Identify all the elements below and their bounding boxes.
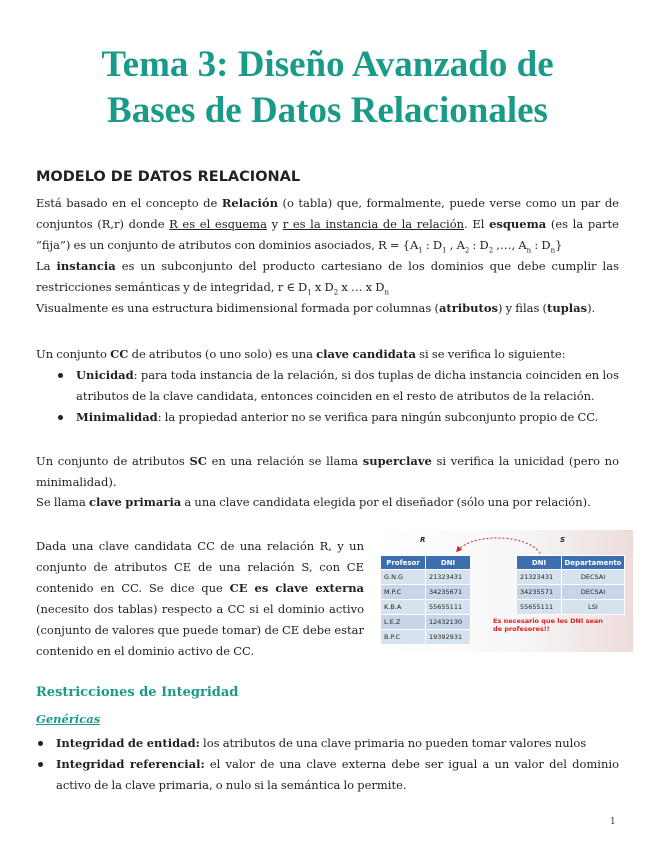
list-item: Integridad de entidad: los atributos de una clave primaria no pueden tomar valores nulos — [36, 733, 619, 754]
paragraph-instancia: La instancia es un subconjunto del producto cartesiano de los dominios que debe cumplir las restricciones semánticas y de integridad, r ∈ $D_1$ x $D_2$ x … x $D_n$ — [36, 259, 619, 297]
list-item: Unicidad: para toda instancia de la relación, si dos tuplas de dicha instancia coinciden en los atributos de la clave candidata, entonces coinciden en el resto de atributos de la relación. — [56, 365, 619, 407]
relation-r-label: R — [420, 536, 426, 544]
table-row: 55655111 LSI — [517, 600, 625, 615]
table-r — [380, 555, 471, 645]
bullet-icon — [38, 762, 43, 767]
integrity-rules — [36, 733, 619, 796]
table-row: 34235571 DECSAI — [517, 585, 625, 600]
table-r-header: DNI — [426, 556, 471, 570]
table-row: K.B.A 55655111 — [381, 600, 471, 615]
title-line-1: Tema 3: Diseño Avanzado de — [101, 44, 554, 85]
list-item: Integridad referencial: el valor de una clave externa debe ser igual a un valor del dominio activo de la clave primaria, o nulo si la semántica lo permite. — [36, 754, 619, 796]
table-row: L.E.Z 12432130 — [381, 615, 471, 630]
list-item: Minimalidad: la propiedad anterior no se verifica para ningún subconjunto propio de CC. — [56, 407, 619, 428]
paragraph-clave-externa: Dada una clave candidata CC de una relación R, y un conjunto de atributos CE de una relación S, con CE contenido en CC. Se dice que CE es clave externa (necesito dos tablas) respecto a CC si el dominio activo (conjunto de valores que puede tomar) de CE debe estar contenido en el dominio activo de CC. — [36, 539, 365, 658]
page-number: 1 — [610, 817, 616, 827]
title-line-2: Bases de Datos Relacionales — [107, 90, 548, 131]
restrictions-heading: Restricciones de Integridad — [36, 685, 239, 700]
paragraph-clave-primaria: Se llama clave primaria a una clave candidata elegida por el diseñador (sólo una por relación). — [36, 495, 591, 509]
section-heading: MODELO DE DATOS RELACIONAL — [36, 169, 301, 185]
bullet-icon — [58, 415, 63, 420]
table-row: 21323431 DECSAI — [517, 570, 625, 585]
generic-heading: Genéricas — [36, 712, 101, 726]
paragraph-superclave: Un conjunto de atributos SC en una relación se llama superclave si verifica la unicidad (pero no minimalidad). — [36, 454, 619, 489]
table-s-header: Departamento — [562, 556, 625, 570]
table-r-header: Profesor — [381, 556, 426, 570]
table-s — [516, 555, 625, 615]
table-row: B.P.C 19392931 — [381, 630, 471, 645]
table-row: G.N.G 21323431 — [381, 570, 471, 585]
paragraph-clave-candidata: Un conjunto CC de atributos (o uno solo) es una clave candidata si se verifica lo siguiente: — [36, 347, 566, 361]
bullet-icon — [58, 373, 63, 378]
relation-s-label: S — [560, 536, 566, 544]
bullet-icon — [38, 741, 43, 746]
paragraph-relacion: Está basado en el concepto de Relación (o tabla) que, formalmente, puede verse como un par de conjuntos (R,r) donde R es el esquema y r es la instancia de la relación. El esquema (es la parte “fija”) es un conjunto de atributos con dominios asociados, $R = \{A_1$ : $D_1$ , $A_2$ : $D_2$ ,…, $A_n$ : $D_n$} — [36, 196, 619, 255]
candidate-key-properties — [56, 365, 619, 428]
page-title — [0, 42, 655, 134]
table-row: M.P.C 34235671 — [381, 585, 471, 600]
figure-note: Es necesario que los DNI sean de profesores!! — [493, 617, 603, 633]
paragraph-visual: Visualmente es una estructura bidimensional formada por columnas (atributos) y filas (tuplas). — [36, 301, 596, 315]
foreign-key-figure — [378, 530, 633, 652]
table-s-header: DNI — [517, 556, 562, 570]
